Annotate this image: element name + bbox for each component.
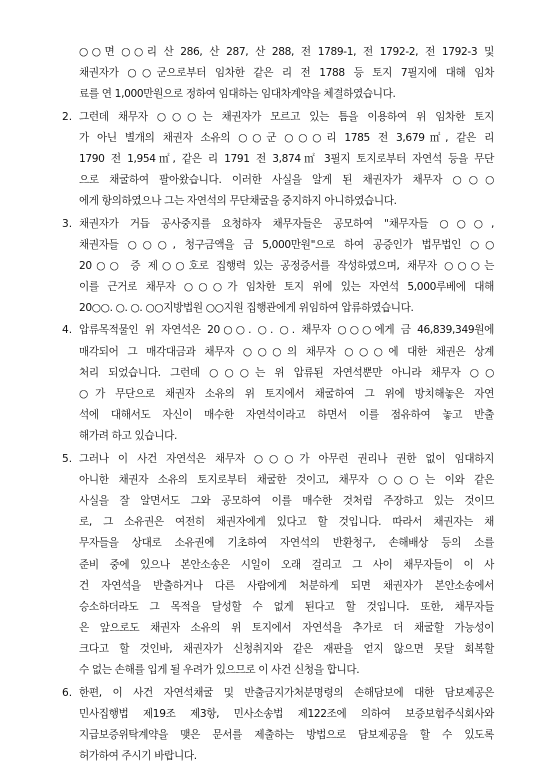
paragraph-line: 건 자연석을 반출하거나 다른 사람에게 처분하게 되면 채권자가 본안소송에서 xyxy=(79,579,494,592)
paragraph-number: 6. xyxy=(62,686,73,699)
paragraph-line: 아니한 채권자 소유의 토지로부터 채굴한 것이고, 채무자 ○○○는 이와 같은 xyxy=(79,473,494,486)
paragraph-line: 채권자가 거듭 공사중지를 요청하자 채무자들은 공모하여 "채무자들 ○○○, xyxy=(79,217,494,230)
paragraph-2 xyxy=(62,107,494,213)
paragraph-line: 에게 항의하였으나 그는 자연석의 무단채굴을 중지하지 아니하였습니다. xyxy=(79,195,397,208)
paragraph-line: 으로 채굴하여 팔아왔습니다. 이러한 사실을 알게 된 채권자가 채무자 ○○○ xyxy=(79,174,494,187)
paragraph-4-lines xyxy=(79,320,494,447)
paragraph-line: 무자들을 상대로 소유권에 기초하여 자연석의 반환청구, 손해배상 등의 소를 xyxy=(79,537,494,550)
paragraph-line: 석에 대해서도 자신이 매수한 자연석이라고 하면서 이를 점유하여 놓고 반출 xyxy=(79,409,494,422)
paragraph-4 xyxy=(62,320,494,447)
document-body xyxy=(62,42,494,767)
paragraph-line: 채권자가 ○○군으로부터 임차한 같은 리 전 1788 등 토지 7필지에 대해 임차 xyxy=(79,67,494,80)
paragraph-line: 그런데 채무자 ○○○는 채권자가 모르고 있는 틈을 이용하여 위 임차한 토지 xyxy=(79,110,494,123)
paragraph-line: 은 앞으로도 채권자 소유의 위 토지에서 자연석을 추가로 더 채굴할 가능성이 xyxy=(79,622,494,635)
paragraph-line: 1790 전 1,954㎡, 같은 리 1791 전 3,874㎡ 3필지 토지로부터 자연석 등을 무단 xyxy=(79,152,494,165)
paragraph-line: 매각되어 그 매각대금과 채무자 ○○○의 채무자 ○○○에 대한 채권은 상계 xyxy=(79,345,494,358)
paragraph-number: 2. xyxy=(62,110,73,123)
paragraph-line: 20○○. ○. ○. ○○지방법원 ○○지원 집행관에게 위임하여 압류하였습니다. xyxy=(79,302,414,315)
paragraph-5 xyxy=(62,449,494,682)
paragraph-line: ○○면 ○○리 산 286, 산 287, 산 288, 전 1789-1, 전 1792-2, 전 1792-3 및 xyxy=(79,46,494,58)
paragraph-6 xyxy=(62,683,494,767)
paragraph-number: 5. xyxy=(62,452,73,465)
paragraph-line: 사실을 잘 알면서도 그와 공모하여 이를 매수한 것처럼 주장하고 있는 것이므 xyxy=(79,494,494,507)
paragraph-line: 허가하여 주시기 바랍니다. xyxy=(79,750,197,763)
paragraph-2-lines xyxy=(79,107,494,213)
paragraph-3 xyxy=(62,214,494,320)
paragraph-line: 압류목적물인 위 자연석은 20○○. ○. ○. 채무자 ○○○에게 금 46,839,349원에 xyxy=(79,324,494,337)
paragraph-number: 3. xyxy=(62,217,73,230)
paragraph-line: 해가려 하고 있습니다. xyxy=(79,430,178,443)
paragraph-number: 4. xyxy=(62,324,73,337)
paragraph-line: 지급보증위탁계약을 맺은 문서를 제출하는 방법으로 담보제공을 할 수 있도록 xyxy=(79,729,494,741)
paragraph-5-lines xyxy=(79,449,494,682)
paragraph-line: 수 없는 손해를 입게 될 우려가 있으므로 이 사건 신청을 합니다. xyxy=(79,664,360,677)
paragraph-line: 한편, 이 사건 자연석채굴 및 반출금지가처분명령의 손해담보에 대한 담보제공은 xyxy=(79,686,494,699)
paragraph-line: 채권자들 ○○○, 청구금액을 금 5,000만원"으로 하여 공증인가 법무법인 ○○ xyxy=(79,238,494,251)
paragraph-line: 이를 근거로 채무자 ○○○가 임차한 토지 위에 있는 자연석 5,000루베에 대해 xyxy=(79,281,494,294)
paragraph-line: 준비 중에 있으나 본안소송은 시일이 오래 걸리고 그 사이 채무자들이 이 사 xyxy=(79,558,494,571)
paragraph-line: ○가 무단으로 채권자 소유의 위 토지에서 채굴하여 그 위에 방치해놓은 자연 xyxy=(79,388,494,400)
paragraph-1-lines xyxy=(79,42,494,106)
paragraph-line: 가 아닌 별개의 채권자 소유의 ○○군 ○○○리 1785 전 3,679㎡, 같은 리 xyxy=(79,131,494,144)
paragraph-line: 크다고 할 것인바, 채권자가 신청취지와 같은 재판을 얻지 않으면 못달 회복할 xyxy=(79,643,494,656)
paragraph-3-lines xyxy=(79,214,494,320)
paragraph-line: 그러나 이 사건 자연석은 채무자 ○○○가 아무런 권리나 권한 없이 임대하지 xyxy=(79,452,494,465)
paragraph-line: 민사집행법 제19조 제3항, 민사소송법 제122조에 의하여 보증보험주식회사와 xyxy=(79,707,494,720)
paragraph-line: 처리 되었습니다. 그런데 ○○○는 위 압류된 자연석뿐만 아니라 채무자 ○○ xyxy=(79,366,494,379)
paragraph-line: 로, 그 소유권은 여전히 채권자에게 있다고 할 것입니다. 따라서 채권자는 채 xyxy=(79,516,494,529)
paragraph-1 xyxy=(62,42,494,106)
paragraph-line: 20○○ 증 제○○호로 집행력 있는 공정증서를 작성하였으며, 채무자 ○○○는 xyxy=(79,259,494,272)
paragraph-line: 료를 연 1,000만원으로 정하여 임대하는 임대차계약을 체결하였습니다. xyxy=(79,88,396,101)
paragraph-6-lines xyxy=(79,683,494,767)
paragraph-line: 승소하더라도 그 목적을 달성할 수 없게 된다고 할 것입니다. 또한, 채무자들 xyxy=(79,600,494,613)
